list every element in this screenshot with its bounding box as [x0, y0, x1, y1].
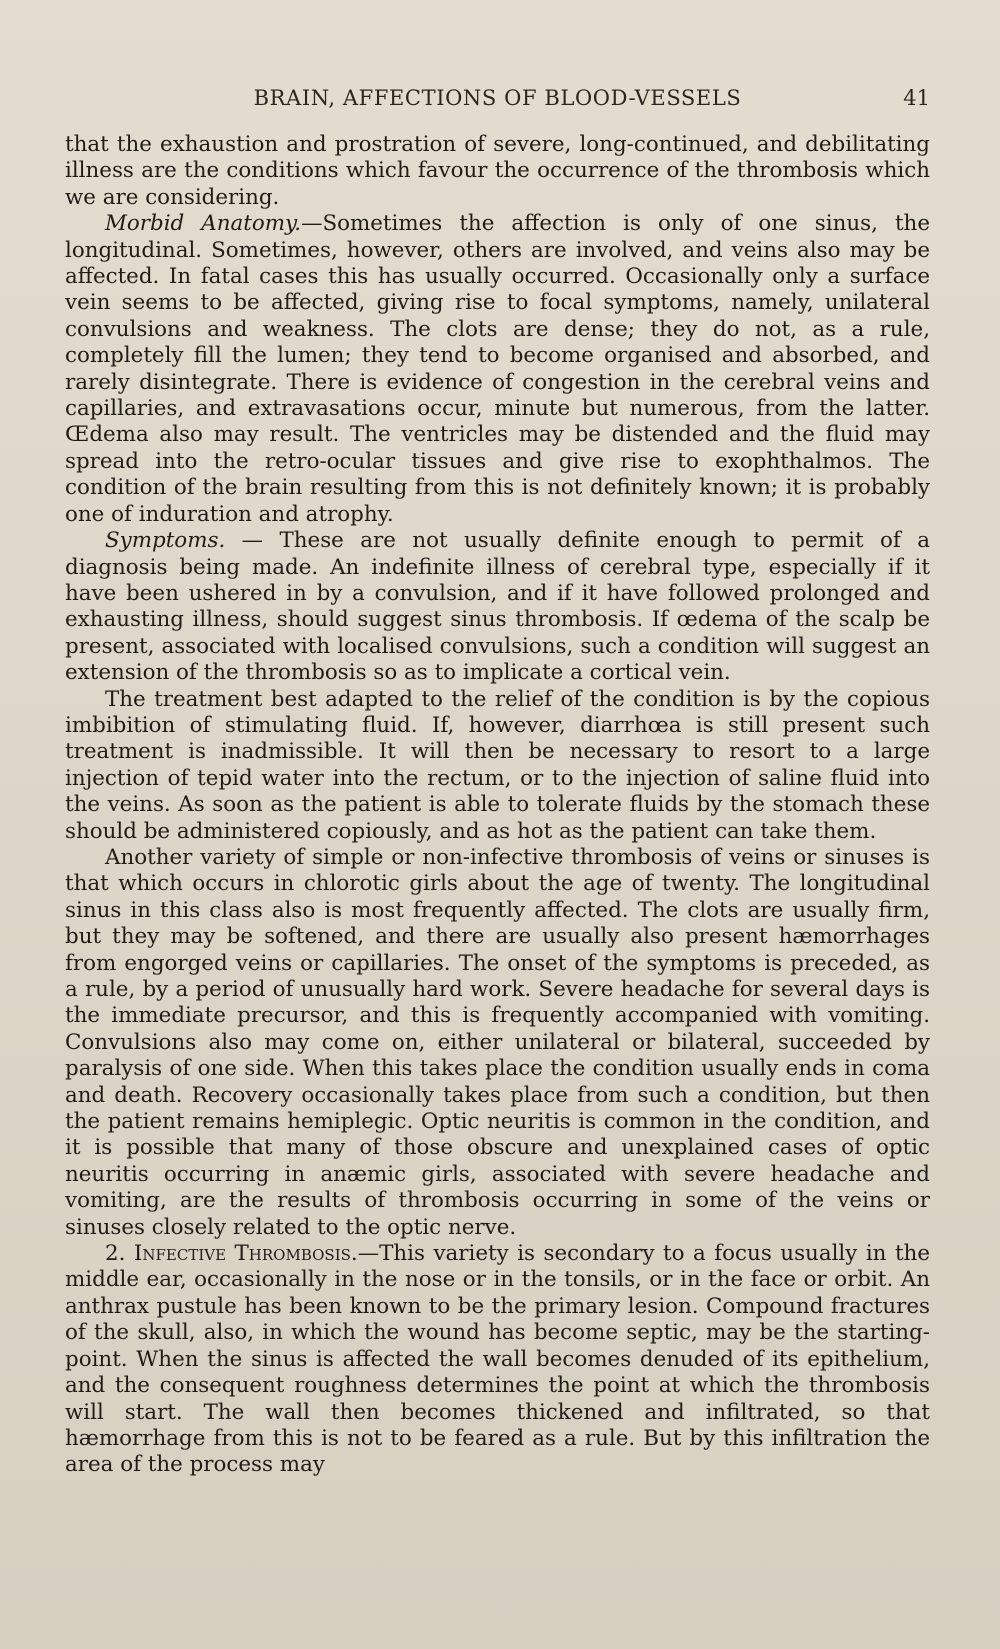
paragraph-text: —Sometimes the affection is only of one sinus, the longitudinal. Sometimes, however, others are involved, and veins also may be affected. In fatal cases this has usually occurred. Occasionally only a surface vein seems to be affected, giving rise to focal symptoms, namely, unilateral convulsions and weakness. The clots are dense; they do not, as a rule, completely fill the lumen; they tend to become organised and absorbed, and rarely disintegrate. There is evidence of congestion in the cerebral veins and capillaries, and extravasations occur, minute but numerous, from the latter. Œdema also may result. The ventricles may be distended and the fluid may spread into the retro-ocular tissues and give rise to exophthalmos. The condition of the brain resulting from this is not definitely known; it is probably one of induration and atrophy. [65, 211, 930, 527]
section-heading-morbid-anatomy: Morbid Anatomy. [105, 211, 302, 237]
section-heading-infective-thrombosis: 2. Infective Thrombosis. [105, 1241, 358, 1267]
section-heading-symptoms: Symptoms. [105, 528, 226, 554]
paragraph-text: that the exhaustion and prostration of severe, long-continued, and debilitating illness are the conditions which favour the occurrence of the thrombosis which we are considering. [65, 132, 930, 210]
paragraph [65, 528, 930, 686]
running-head: BRAIN, AFFECTIONS OF BLOOD-VESSELS [253, 86, 742, 110]
paragraph [65, 1241, 930, 1479]
paragraph [65, 132, 930, 211]
paragraph-text: Another variety of simple or non-infective thrombosis of veins or sinuses is that which occurs in chlorotic girls about the age of twenty. The longitudinal sinus in this class also is most frequently affected. The clots are usually firm, but they may be softened, and there are usually also present hæmorrhages from engorged veins or capillaries. The onset of the symptoms is preceded, as a rule, by a period of unusually hard work. Severe headache for several days is the immediate precursor, and this is frequently accompanied with vomiting. Convulsions also may come on, either unilateral or bilateral, succeeded by paralysis of one side. When this takes place the condition usually ends in coma and death. Recovery occasionally takes place from such a condition, but then the patient remains hemiplegic. Optic neuritis is common in the condition, and it is possible that many of those obscure and unexplained cases of optic neuritis occurring in anæmic girls, associated with severe headache and vomiting, are the results of thrombosis occurring in some of the veins or sinuses closely related to the optic nerve. [65, 844, 930, 1240]
paragraph [65, 687, 930, 845]
page-header [65, 86, 930, 122]
paragraph [65, 845, 930, 1241]
page-number: 41 [903, 86, 930, 110]
body-text [65, 132, 930, 1479]
paragraph-text: — These are not usually definite enough to permit of a diagnosis being made. An indefinite illness of cerebral type, especially if it have been ushered in by a convulsion, and if it have followed prolonged and exhausting illness, should suggest sinus thrombosis. If œdema of the scalp be present, associated with localised convulsions, such a condition will suggest an extension of the thrombosis so as to implicate a cortical vein. [65, 528, 930, 686]
paragraph [65, 211, 930, 528]
paragraph-text: The treatment best adapted to the relief of the condition is by the copious imbibition of stimulating fluid. If, however, diarrhœa is still present such treatment is inadmissible. It will then be necessary to resort to a large injection of tepid water into the rectum, or to the injection of saline fluid into the veins. As soon as the patient is able to tolerate fluids by the stomach these should be administered copiously, and as hot as the patient can take them. [65, 686, 930, 844]
paragraph-text: —This variety is secondary to a focus usually in the middle ear, occasionally in the nose or in the tonsils, or in the face or orbit. An anthrax pustule has been known to be the primary lesion. Compound fractures of the skull, also, in which the wound has become septic, may be the starting-point. When the sinus is affected the wall becomes denuded of its epithelium, and the consequent roughness determines the point at which the thrombosis will start. The wall then becomes thickened and infiltrated, so that hæmorrhage from this is not to be feared as a rule. But by this infiltration the area of the process may [65, 1241, 930, 1478]
